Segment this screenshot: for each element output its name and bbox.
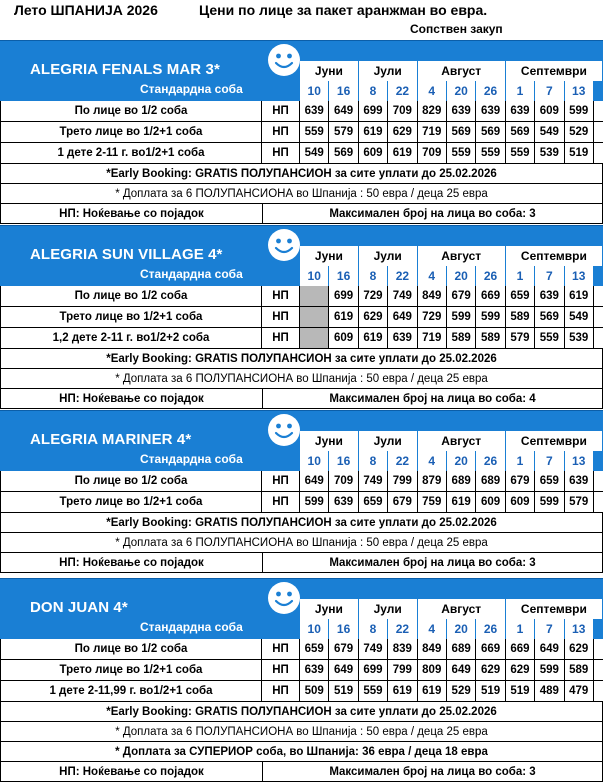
day-label: 22 [388, 619, 417, 639]
board-type: НП [262, 307, 300, 327]
price-cell: 569 [447, 122, 476, 142]
month-header [300, 599, 359, 619]
price-cell: 619 [388, 681, 417, 701]
price-cell: 849 [418, 286, 447, 306]
hotel-footer [0, 762, 603, 782]
month-header [359, 431, 418, 451]
day-label: 10 [300, 619, 329, 639]
price-cell: 529 [447, 681, 476, 701]
day-label: 1 [506, 619, 535, 639]
hotel-footer [0, 553, 603, 573]
early-booking-deadline: за сите уплати до 25.02.2026 [331, 706, 497, 718]
early-booking-offer: GRATIS ПОЛУПАНСИОН [195, 353, 332, 365]
occupancy-label: Трето лице во 1/2+1 соба [0, 660, 262, 680]
price-cell: 729 [359, 286, 388, 306]
max-occupancy: Максимален број на лица во соба: 3 [329, 557, 536, 569]
day-label: 20 [447, 619, 476, 639]
month-label: Август [441, 434, 482, 448]
day-label: 1 [506, 451, 535, 471]
price-row [0, 492, 603, 513]
price-cell: 709 [418, 143, 447, 163]
price-cell: 619 [359, 122, 388, 142]
hotel-name: ALEGRIA SUN VILLAGE 4* [30, 246, 223, 263]
price-cell: 649 [300, 471, 329, 491]
day-label: 4 [418, 81, 447, 101]
price-cell: 519 [565, 143, 594, 163]
day-label: 16 [329, 81, 358, 101]
price-cell: 629 [476, 660, 505, 680]
price-cell: 649 [535, 639, 564, 659]
price-cell: 719 [418, 122, 447, 142]
smiley-icon [267, 228, 301, 262]
price-cell: 649 [447, 660, 476, 680]
day-label: 7 [535, 451, 564, 471]
price-cell: 639 [300, 660, 329, 680]
day-label: 20 [447, 81, 476, 101]
max-occupancy: Максимален број на лица во соба: 3 [329, 766, 536, 778]
price-cell: 759 [418, 492, 447, 512]
month-header [418, 61, 506, 81]
price-cell: 679 [506, 471, 535, 491]
price-cell [300, 307, 329, 327]
month-label: Јули [373, 249, 402, 263]
room-type-label: Стандардна соба [140, 452, 243, 466]
price-cell: 619 [359, 328, 388, 348]
month-header [359, 246, 418, 266]
month-header [418, 246, 506, 266]
price-cell: 599 [535, 660, 564, 680]
day-label: 22 [388, 266, 417, 286]
hotel-footer [0, 389, 603, 409]
price-cell: 619 [447, 492, 476, 512]
price-cell: 649 [388, 307, 417, 327]
price-cell: 639 [506, 101, 535, 121]
month-label: Август [441, 249, 482, 263]
month-label: Јули [373, 602, 402, 616]
early-booking-prefix: *Early Booking: [106, 353, 196, 365]
occupancy-label: 1 дете 2-11,99 г. во1/2+1 соба [0, 681, 262, 701]
month-header [506, 246, 603, 266]
board-type: НП [262, 286, 300, 306]
price-cell [300, 286, 329, 306]
price-cell: 559 [535, 328, 564, 348]
hotel-block [0, 225, 603, 409]
price-cell: 609 [535, 101, 564, 121]
day-label: 7 [535, 81, 564, 101]
hotel-header [0, 410, 603, 471]
month-header [506, 61, 603, 81]
day-label: 16 [329, 619, 358, 639]
price-cell: 599 [300, 492, 329, 512]
hotel-header [0, 40, 603, 101]
max-occupancy: Максимален број на лица во соба: 3 [329, 208, 536, 220]
day-label: 13 [565, 266, 594, 286]
day-header-row [300, 451, 594, 471]
price-cell: 519 [506, 681, 535, 701]
price-cell: 719 [418, 328, 447, 348]
price-cell: 559 [447, 143, 476, 163]
price-cell: 619 [418, 681, 447, 701]
day-label: 13 [565, 81, 594, 101]
price-cell: 659 [506, 286, 535, 306]
half-board-supplement: * Доплата за 6 ПОЛУПАНСИОНА во Шпанија : 50 евра / деца 25 евра [0, 369, 603, 389]
price-cell: 629 [565, 639, 594, 659]
price-cell: 669 [476, 286, 505, 306]
month-header [300, 246, 359, 266]
board-note: НП: Ноќевање со појадок [1, 553, 263, 572]
month-label: Август [441, 602, 482, 616]
price-cell: 609 [476, 492, 505, 512]
day-label: 22 [388, 451, 417, 471]
price-cell: 569 [476, 122, 505, 142]
price-cell: 749 [359, 471, 388, 491]
board-type: НП [262, 639, 300, 659]
hotel-header [0, 225, 603, 286]
occupancy-label: 1,2 дете 2-11 г. во1/2+2 соба [0, 328, 262, 348]
early-booking-offer: GRATIS ПОЛУПАНСИОН [195, 706, 332, 718]
early-booking-prefix: *Early Booking: [106, 517, 196, 529]
price-cell: 689 [447, 639, 476, 659]
day-label: 8 [359, 266, 388, 286]
occupancy-label: По лице во 1/2 соба [0, 471, 262, 491]
hotel-header [0, 578, 603, 639]
price-cell: 489 [535, 681, 564, 701]
room-type-label: Стандардна соба [140, 82, 243, 96]
price-cell: 849 [418, 639, 447, 659]
price-cell: 629 [359, 307, 388, 327]
max-occupancy: Максимален број на лица во соба: 4 [329, 393, 536, 405]
month-header [359, 599, 418, 619]
price-cell: 599 [447, 307, 476, 327]
price-cell: 649 [329, 101, 358, 121]
board-type: НП [262, 492, 300, 512]
price-row [0, 101, 603, 122]
price-cell: 599 [476, 307, 505, 327]
occupancy-label: По лице во 1/2 соба [0, 101, 262, 121]
price-cell: 629 [506, 660, 535, 680]
day-label: 8 [359, 619, 388, 639]
day-label: 7 [535, 619, 564, 639]
day-label: 10 [300, 81, 329, 101]
price-cell: 589 [565, 660, 594, 680]
price-cell [300, 328, 329, 348]
superior-supplement: * Доплата за СУПЕРИОР соба, во Шпанија: 36 евра / деца 18 евра [0, 742, 603, 762]
day-label: 1 [506, 81, 535, 101]
month-header [418, 431, 506, 451]
price-cell: 659 [359, 492, 388, 512]
board-type: НП [262, 328, 300, 348]
day-label: 26 [476, 81, 505, 101]
price-cell: 659 [300, 639, 329, 659]
half-board-supplement: * Доплата за 6 ПОЛУПАНСИОНА во Шпанија : 50 евра / деца 25 евра [0, 533, 603, 553]
smiley-icon [267, 581, 301, 615]
smiley-icon [267, 413, 301, 447]
month-header [359, 61, 418, 81]
price-cell: 519 [329, 681, 358, 701]
price-cell: 669 [476, 639, 505, 659]
room-type-label: Стандардна соба [140, 267, 243, 281]
price-cell: 639 [535, 286, 564, 306]
price-cell: 559 [506, 143, 535, 163]
day-label: 20 [447, 451, 476, 471]
month-label: Септември [520, 602, 587, 616]
price-cell: 689 [447, 471, 476, 491]
price-cell: 699 [359, 101, 388, 121]
month-label: Август [441, 64, 482, 78]
price-row [0, 681, 603, 702]
price-row [0, 660, 603, 681]
day-label: 10 [300, 451, 329, 471]
hotel-block [0, 40, 603, 224]
early-booking-offer: GRATIS ПОЛУПАНСИОН [195, 517, 332, 529]
occupancy-label: Трето лице во 1/2+1 соба [0, 492, 262, 512]
half-board-supplement: * Доплата за 6 ПОЛУПАНСИОНА во Шпанија : 50 евра / деца 25 евра [0, 184, 603, 204]
price-cell: 809 [418, 660, 447, 680]
day-label: 8 [359, 451, 388, 471]
price-cell: 509 [300, 681, 329, 701]
occupancy-label: По лице во 1/2 соба [0, 286, 262, 306]
price-cell: 549 [535, 122, 564, 142]
early-booking-note [0, 702, 603, 722]
price-cell: 529 [565, 122, 594, 142]
price-cell: 659 [535, 471, 564, 491]
price-cell: 569 [506, 122, 535, 142]
occupancy-label: 1 дете 2-11 г. во1/2+1 соба [0, 143, 262, 163]
board-type: НП [262, 681, 300, 701]
month-label: Јули [373, 434, 402, 448]
price-cell: 639 [447, 101, 476, 121]
price-cell: 749 [359, 639, 388, 659]
hotel-block [0, 410, 603, 573]
price-cell: 589 [476, 328, 505, 348]
price-cell: 609 [359, 143, 388, 163]
price-cell: 559 [476, 143, 505, 163]
price-cell: 749 [388, 286, 417, 306]
own-allotment-label: Сопствен закуп [410, 22, 503, 36]
price-cell: 549 [300, 143, 329, 163]
board-type: НП [262, 101, 300, 121]
price-cell: 839 [388, 639, 417, 659]
price-row [0, 122, 603, 143]
month-label: Јуни [314, 64, 343, 78]
hotel-name: ALEGRIA MARINER 4* [30, 431, 192, 448]
board-note: НП: Ноќевање со појадок [1, 204, 263, 223]
occupancy-label: Трето лице во 1/2+1 соба [0, 307, 262, 327]
early-booking-note [0, 164, 603, 184]
day-label: 4 [418, 266, 447, 286]
price-cell: 709 [388, 101, 417, 121]
board-type: НП [262, 660, 300, 680]
early-booking-deadline: за сите уплати до 25.02.2026 [331, 168, 497, 180]
month-label: Јуни [314, 249, 343, 263]
price-row [0, 471, 603, 492]
hotel-name: DON JUAN 4* [30, 599, 128, 616]
price-cell: 639 [476, 101, 505, 121]
price-row [0, 307, 603, 328]
price-cell: 589 [506, 307, 535, 327]
month-label: Септември [520, 249, 587, 263]
price-cell: 619 [565, 286, 594, 306]
price-cell: 619 [329, 307, 358, 327]
day-label: 16 [329, 266, 358, 286]
month-label: Јули [373, 64, 402, 78]
price-cell: 589 [447, 328, 476, 348]
occupancy-label: Трето лице во 1/2+1 соба [0, 122, 262, 142]
page-header [0, 0, 603, 20]
price-cell: 639 [300, 101, 329, 121]
day-header-row [300, 81, 594, 101]
price-cell: 539 [535, 143, 564, 163]
price-cell: 519 [476, 681, 505, 701]
price-row [0, 328, 603, 349]
price-cell: 619 [388, 143, 417, 163]
price-note: Цени по лице за пакет аранжман во евра. [199, 2, 488, 18]
early-booking-prefix: *Early Booking: [106, 706, 196, 718]
price-cell: 599 [535, 492, 564, 512]
hotel-block [0, 578, 603, 782]
price-cell: 679 [329, 639, 358, 659]
board-note: НП: Ноќевање со појадок [1, 389, 263, 408]
price-cell: 689 [476, 471, 505, 491]
early-booking-offer: GRATIS ПОЛУПАНСИОН [195, 168, 332, 180]
price-row [0, 286, 603, 307]
hotel-name: ALEGRIA FENALS MAR 3* [30, 61, 220, 78]
board-note: НП: Ноќевање со појадок [1, 762, 263, 781]
price-cell: 829 [418, 101, 447, 121]
early-booking-prefix: *Early Booking: [106, 168, 196, 180]
day-label: 26 [476, 619, 505, 639]
month-header [506, 431, 603, 451]
day-label: 13 [565, 451, 594, 471]
price-cell: 679 [447, 286, 476, 306]
price-cell: 609 [506, 492, 535, 512]
early-booking-deadline: за сите уплати до 25.02.2026 [331, 517, 497, 529]
month-header [300, 431, 359, 451]
price-cell: 569 [329, 143, 358, 163]
occupancy-label: По лице во 1/2 соба [0, 639, 262, 659]
price-cell: 679 [388, 492, 417, 512]
price-cell: 639 [565, 471, 594, 491]
price-cell: 639 [388, 328, 417, 348]
early-booking-note [0, 513, 603, 533]
price-cell: 709 [329, 471, 358, 491]
day-label: 1 [506, 266, 535, 286]
season-title: Лето ШПАНИЈА 2026 [14, 2, 158, 18]
hotel-footer [0, 204, 603, 224]
day-label: 13 [565, 619, 594, 639]
price-cell: 729 [418, 307, 447, 327]
price-cell: 669 [506, 639, 535, 659]
day-label: 22 [388, 81, 417, 101]
price-cell: 599 [565, 101, 594, 121]
price-cell: 799 [388, 471, 417, 491]
day-label: 4 [418, 619, 447, 639]
day-label: 26 [476, 451, 505, 471]
month-header [506, 599, 603, 619]
price-cell: 699 [329, 286, 358, 306]
month-label: Јуни [314, 434, 343, 448]
price-cell: 539 [565, 328, 594, 348]
half-board-supplement: * Доплата за 6 ПОЛУПАНСИОНА во Шпанија : 50 евра / деца 25 евра [0, 722, 603, 742]
price-row [0, 639, 603, 660]
early-booking-deadline: за сите уплати до 25.02.2026 [331, 353, 497, 365]
day-label: 10 [300, 266, 329, 286]
price-cell: 799 [388, 660, 417, 680]
month-header [418, 599, 506, 619]
price-cell: 569 [535, 307, 564, 327]
price-cell: 479 [565, 681, 594, 701]
price-cell: 579 [565, 492, 594, 512]
day-label: 16 [329, 451, 358, 471]
price-cell: 579 [329, 122, 358, 142]
price-cell: 879 [418, 471, 447, 491]
room-type-label: Стандардна соба [140, 620, 243, 634]
smiley-icon [267, 43, 301, 77]
price-cell: 629 [388, 122, 417, 142]
day-header-row [300, 266, 594, 286]
board-type: НП [262, 471, 300, 491]
price-cell: 559 [300, 122, 329, 142]
price-cell: 699 [359, 660, 388, 680]
price-cell: 559 [359, 681, 388, 701]
price-cell: 609 [329, 328, 358, 348]
early-booking-note [0, 349, 603, 369]
month-label: Септември [520, 64, 587, 78]
price-cell: 579 [506, 328, 535, 348]
price-cell: 649 [329, 660, 358, 680]
board-type: НП [262, 143, 300, 163]
day-label: 8 [359, 81, 388, 101]
price-row [0, 143, 603, 164]
board-type: НП [262, 122, 300, 142]
price-cell: 639 [329, 492, 358, 512]
price-cell: 549 [565, 307, 594, 327]
day-header-row [300, 619, 594, 639]
day-label: 7 [535, 266, 564, 286]
day-label: 4 [418, 451, 447, 471]
month-header [300, 61, 359, 81]
day-label: 26 [476, 266, 505, 286]
month-label: Јуни [314, 602, 343, 616]
month-label: Септември [520, 434, 587, 448]
day-label: 20 [447, 266, 476, 286]
